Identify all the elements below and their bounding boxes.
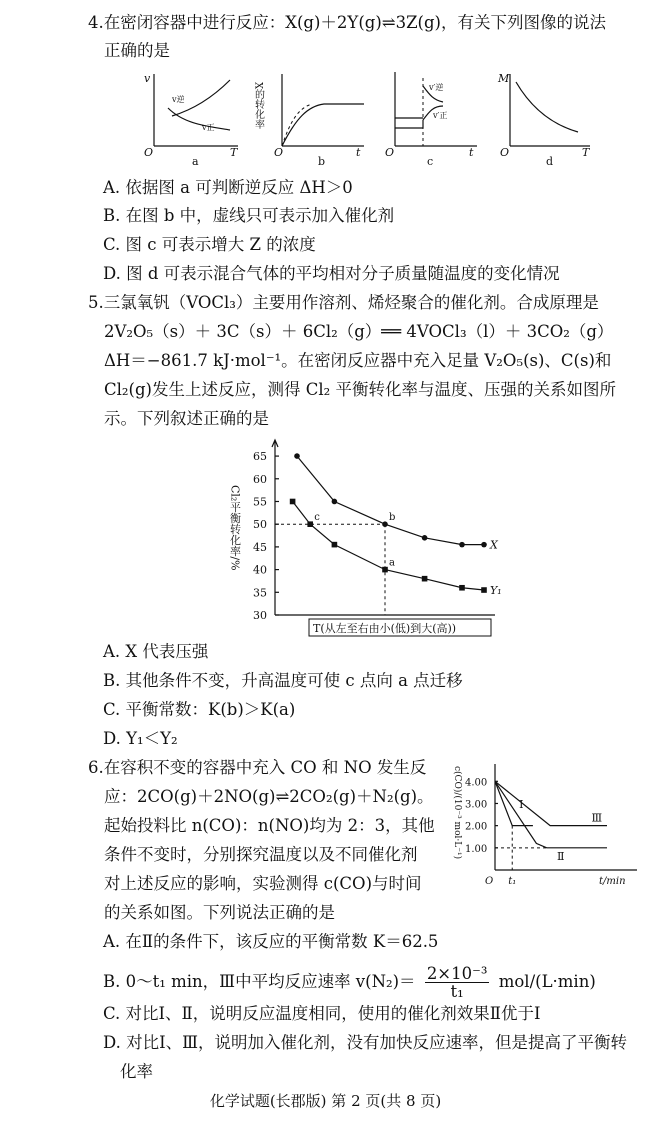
graph-c-x-label: t [469, 146, 474, 159]
q5-series-label: X [490, 538, 498, 552]
q6-line-2: 应：2CO(g)＋2NO(g)⇌2CO₂(g)＋N₂(g)。 [104, 787, 434, 806]
q5-y-tick-label: 35 [253, 586, 267, 600]
q5-point-y1 [290, 499, 296, 505]
q5-number: 5. [88, 293, 104, 312]
q5-point-x [382, 521, 388, 527]
q5-point-y1 [481, 587, 487, 593]
q5-line-3: ΔH＝−861.7 kJ·mol⁻¹。在密闭反应器中充入足量 V₂O₅(s)、C(s)和 [104, 351, 612, 370]
graph-a-caption: a [192, 155, 199, 168]
graph-d-curve [516, 82, 578, 132]
q6-series-label-3: Ⅲ [591, 811, 603, 825]
graph-c-label-2: v′正 [433, 111, 448, 120]
q6-line-6: 的关系如图。下列说法正确的是 [104, 903, 335, 922]
graph-c-label-1: v′逆 [429, 83, 444, 92]
q5-point-x [422, 535, 428, 541]
q6-line-4: 条件不变时，分别探究温度以及不同催化剂 [104, 845, 418, 864]
graph-b-x-label: t [356, 146, 361, 159]
q5-point-x [459, 542, 465, 548]
q5-option-d: D. Y₁＜Y₂ [103, 729, 178, 748]
q5-point-y1 [332, 542, 338, 548]
graph-d-caption: d [546, 155, 554, 168]
graph-d-origin: O [500, 146, 510, 159]
graph-a-origin: O [144, 146, 154, 159]
q4-option-a: A. 依据图 a 可判断逆反应 ΔH＞0 [103, 178, 353, 197]
q6-option-c: C. 对比Ⅰ、Ⅱ，说明反应温度相同，使用的催化剂效果Ⅱ优于Ⅰ [103, 1004, 541, 1023]
graph-c-caption: c [427, 155, 434, 168]
q6-fraction-denominator: t₁ [450, 982, 464, 1001]
q6-origin: O [485, 876, 494, 887]
q6-y-tick-label: 4.00 [465, 777, 488, 789]
q6-y-axis-label: c(CO)/(10⁻³ mol·L⁻¹) [452, 766, 462, 860]
graph-d-x-label: T [582, 146, 590, 159]
q5-point-y1 [307, 521, 313, 527]
q5-conversion-chart [225, 435, 515, 640]
q5-line-2: 2V₂O₅（s）＋ 3C（s）＋ 6Cl₂（g）══ 4VOCl₃（l）＋ 3CO₂（g） [104, 322, 614, 341]
q5-series-label: Y₁ [490, 584, 502, 598]
graph-b-solid [282, 104, 364, 146]
graph-d-y-label: M [498, 72, 510, 85]
graph-a-y-label: v [144, 72, 151, 85]
q4-option-b: B. 在图 b 中，虚线只可表示加入催化剂 [103, 206, 395, 225]
q4-stem-line2: 正确的是 [104, 41, 170, 60]
q6-line-3: 起始投料比 n(CO)：n(NO)均为 2：3，其他 [104, 816, 435, 835]
q5-point-y1 [422, 576, 428, 582]
q5-y-axis-label: Cl₂平衡转化率/% [228, 485, 242, 571]
q5-point-x [332, 499, 338, 505]
q6-option-b [103, 965, 596, 1000]
q6-option-a: A. 在Ⅱ的条件下，该反应的平衡常数 K＝62.5 [103, 932, 439, 951]
graph-a-curve-2 [168, 108, 230, 130]
q6-y-tick-label: 1.00 [465, 843, 488, 855]
q5-line-4: Cl₂(g)发生上述反应，测得 Cl₂ 平衡转化率与温度、压强的关系如图所 [104, 380, 616, 399]
q6-line-5: 对上述反应的影响，实验测得 c(CO)与时间 [104, 874, 422, 893]
q5-y-tick-label: 40 [253, 563, 267, 577]
q6-co-concentration-chart [452, 760, 645, 888]
q5-text-1: 三氯氧钒（VOCl₃）主要用作溶剂、烯烃聚合的催化剂。合成原理是 [103, 293, 599, 312]
q5-series-line-x [297, 456, 484, 545]
graph-a-label-1: v逆 [172, 95, 185, 104]
q6-series-line-1 [495, 781, 533, 825]
q5-option-a: A. X 代表压强 [103, 642, 209, 661]
q6-series-line-3 [495, 781, 607, 825]
q5-point-y1 [459, 585, 465, 591]
q5-y-tick-label: 30 [253, 609, 267, 622]
q4-option-c: C. 图 c 可表示增大 Z 的浓度 [103, 235, 316, 254]
graph-b-y-label: X的转化率 [252, 82, 264, 130]
q5-line-5: 示。下列叙述正确的是 [104, 409, 269, 428]
q5-point-label-b: b [389, 512, 396, 524]
q6-option-b-unit: mol/(L·min) [498, 972, 596, 991]
q6-series-label-1: Ⅰ [519, 797, 524, 811]
q5-y-tick-label: 65 [253, 450, 267, 464]
graph-b-origin: O [274, 146, 284, 159]
q5-option-c: C. 平衡常数：K(b)＞K(a) [103, 700, 296, 719]
q5-option-b: B. 其他条件不变，升高温度可使 c 点向 a 点迁移 [103, 671, 463, 690]
graph-b-caption: b [318, 155, 326, 168]
q4-option-d: D. 图 d 可表示混合气体的平均相对分子质量随温度的变化情况 [103, 264, 560, 283]
q4-stem [88, 12, 606, 34]
page-footer: 化学试题(长郡版) 第 2 页(共 8 页) [209, 1092, 442, 1110]
q6-fraction-numerator: 2×10⁻³ [426, 964, 488, 983]
q5-point-x [294, 453, 300, 459]
q4-graph-b [252, 68, 371, 168]
q6-option-b-text: B. 0～t₁ min，Ⅲ中平均反应速率 v(N₂)＝ [103, 972, 416, 991]
q5-x-axis-label: T(从左至右由小(低)到大(高)) [313, 622, 457, 635]
q5-y-tick-label: 50 [253, 518, 267, 532]
q6-y-tick-label: 2.00 [465, 821, 488, 833]
q4-graph-c [383, 68, 483, 168]
q6-option-d: D. 对比Ⅰ、Ⅲ，说明加入催化剂，没有加快反应速率，但是提高了平衡转 [103, 1033, 628, 1052]
q4-graph-d [496, 68, 596, 168]
q5-point-label-c: c [314, 512, 320, 524]
q6-series-label-2: Ⅱ [557, 849, 565, 863]
graph-a-x-label: T [230, 146, 238, 159]
q6-number: 6. [88, 758, 104, 777]
q5-point-y1 [382, 567, 388, 573]
q6-x-tick-t1: t₁ [508, 876, 517, 887]
q4-stem-line1: 在密闭容器中进行反应：X(g)＋2Y(g)⇌3Z(g)，有关下列图像的说法 [103, 13, 606, 32]
q6-y-tick-label: 3.00 [465, 799, 488, 811]
q4-graph-a [140, 68, 245, 168]
graph-a-label-2: v正 [202, 123, 215, 132]
q5-line-1 [88, 292, 599, 314]
q5-y-tick-label: 55 [253, 495, 267, 509]
q6-x-axis-label: t/min [599, 876, 626, 887]
q5-y-tick-label: 60 [253, 472, 267, 486]
q4-number: 4. [88, 13, 104, 32]
q6-fraction [425, 965, 490, 1000]
q5-y-tick-label: 45 [253, 540, 267, 554]
graph-c-origin: O [385, 146, 395, 159]
q5-point-label-a: a [389, 557, 395, 569]
q6-text-1: 在容积不变的容器中充入 CO 和 NO 发生反 [103, 758, 427, 777]
q6-line-1 [88, 757, 426, 779]
q5-point-x [481, 542, 487, 548]
q6-option-d-cont: 化率 [120, 1062, 153, 1081]
